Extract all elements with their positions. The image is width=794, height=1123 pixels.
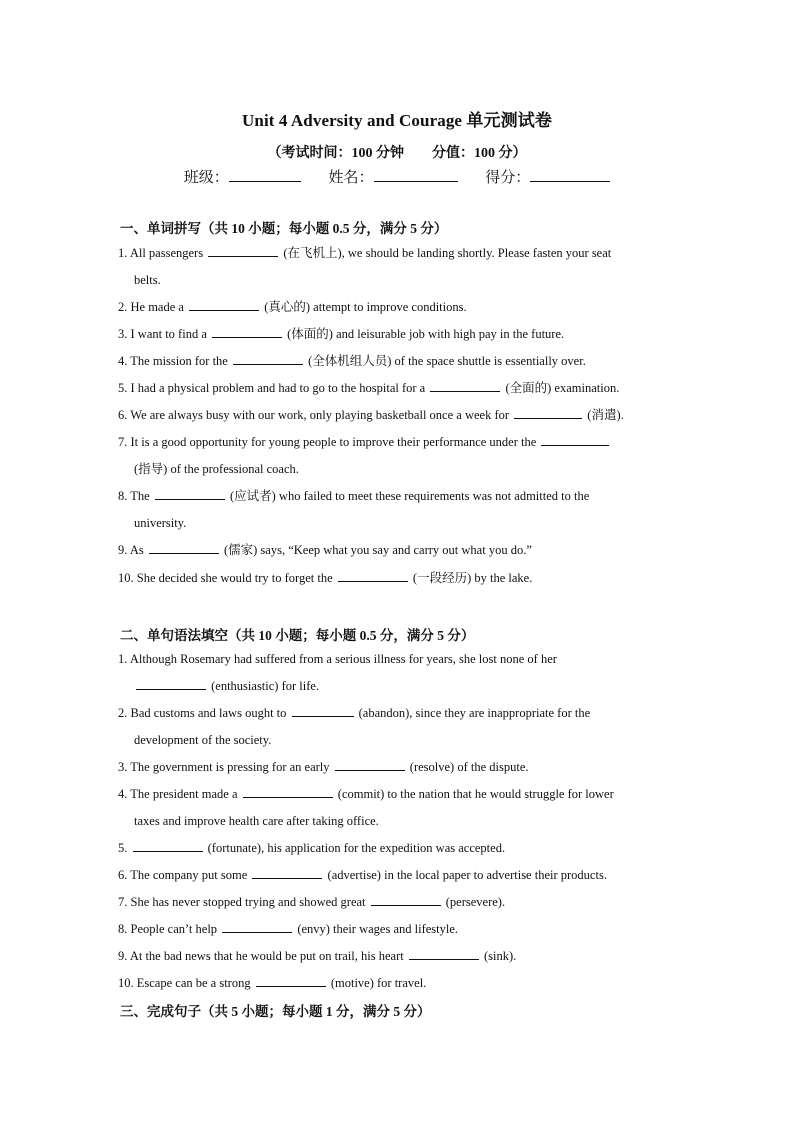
section-2-heading: 二、单句语法填空（共 10 小题；每小题 0.5 分，满分 5 分） <box>120 628 475 643</box>
item-number: 7. <box>118 435 128 449</box>
item-text: (儒家) says, “Keep what you say and carry out what you do.” <box>223 543 532 557</box>
score-blank[interactable] <box>530 167 610 182</box>
item-text: Bad customs and laws ought to <box>130 706 287 720</box>
item-number: 4. <box>118 354 128 368</box>
item-number: 6. <box>118 868 128 882</box>
item-number: 8. <box>118 489 128 503</box>
item-number: 5. <box>118 841 128 855</box>
item-text: He made a <box>130 300 184 314</box>
item-text: (消遣). <box>587 408 624 422</box>
section-1-heading: 一、单词拼写（共 10 小题；每小题 0.5 分，满分 5 分） <box>120 221 448 236</box>
item-text: taxes and improve health care after taking office. <box>134 814 379 828</box>
item-text: (enthusiastic) for life. <box>211 679 320 693</box>
answer-blank[interactable] <box>338 569 408 582</box>
item-text: (全体机组人员) of the space shuttle is essentially over. <box>308 354 586 368</box>
list-item <box>118 537 674 564</box>
item-text: I had a physical problem and had to go to the hospital for a <box>130 381 426 395</box>
item-number: 10. <box>118 976 134 990</box>
item-text: At the bad news that he would be put on trail, his heart <box>129 949 404 963</box>
list-item <box>118 429 674 483</box>
item-text: The company put some <box>130 868 248 882</box>
list-item <box>118 700 674 754</box>
list-item <box>118 916 674 943</box>
item-number: 2. <box>118 706 128 720</box>
answer-blank[interactable] <box>541 433 609 446</box>
item-text: The government is pressing for an early <box>130 760 330 774</box>
item-number: 1. <box>118 652 128 666</box>
item-text: (在飞机上), we should be landing shortly. Please fasten your seat <box>283 246 612 260</box>
score-label: 得分： <box>485 170 531 186</box>
name-blank[interactable] <box>374 167 458 182</box>
answer-blank[interactable] <box>409 947 479 960</box>
answer-blank[interactable] <box>133 839 203 852</box>
list-item <box>118 970 674 997</box>
answer-blank[interactable] <box>335 758 405 771</box>
answer-blank[interactable] <box>189 298 259 311</box>
item-text: She decided she would try to forget the <box>136 571 333 585</box>
item-text: (advertise) in the local paper to advertise their products. <box>327 868 607 882</box>
answer-blank[interactable] <box>212 325 282 338</box>
list-item <box>118 240 674 294</box>
name-field <box>328 166 457 187</box>
item-text: The <box>130 489 150 503</box>
list-item <box>118 348 674 375</box>
exam-total-score: 分值：100 分） <box>432 146 527 161</box>
list-item <box>118 781 674 835</box>
answer-blank[interactable] <box>256 974 326 987</box>
list-item <box>118 565 674 592</box>
item-text: (体面的) and leisurable job with high pay in the future. <box>287 327 565 341</box>
item-text: (sink). <box>483 949 517 963</box>
item-text: (envy) their wages and lifestyle. <box>297 922 459 936</box>
item-text: The mission for the <box>130 354 228 368</box>
item-text: (指导) of the professional coach. <box>134 462 299 476</box>
item-text: All passengers <box>129 246 204 260</box>
item-text: (fortunate), his application for the expedition was accepted. <box>207 841 506 855</box>
item-number: 6. <box>118 408 128 422</box>
item-number: 9. <box>118 949 128 963</box>
item-text: Escape can be a strong <box>136 976 251 990</box>
answer-blank[interactable] <box>149 541 219 554</box>
item-text: (应试者) who failed to meet these requirements was not admitted to the <box>229 489 590 503</box>
list-item <box>118 483 674 537</box>
item-number: 10. <box>118 571 134 585</box>
item-text: (全面的) examination. <box>505 381 620 395</box>
list-item <box>118 375 674 402</box>
list-item <box>118 321 674 348</box>
list-item <box>118 402 674 429</box>
student-info-row <box>0 166 794 187</box>
name-label: 姓名： <box>328 170 374 186</box>
answer-blank[interactable] <box>514 406 582 419</box>
item-number: 4. <box>118 787 128 801</box>
list-item <box>118 862 674 889</box>
item-text: (abandon), since they are inappropriate for the <box>358 706 591 720</box>
item-text: It is a good opportunity for young people to improve their performance under the <box>130 435 537 449</box>
item-text: The president made a <box>130 787 238 801</box>
item-text: I want to find a <box>130 327 207 341</box>
answer-blank[interactable] <box>155 487 225 500</box>
answer-blank[interactable] <box>222 920 292 933</box>
item-text: belts. <box>134 273 161 287</box>
item-text <box>118 673 674 700</box>
class-field <box>184 166 301 187</box>
answer-blank[interactable] <box>233 352 303 365</box>
list-item <box>118 943 674 970</box>
section-3-heading: 三、完成句子（共 5 小题；每小题 1 分，满分 5 分） <box>120 1004 431 1019</box>
item-number: 2. <box>118 300 128 314</box>
item-text: (commit) to the nation that he would struggle for lower <box>337 787 614 801</box>
list-item <box>118 754 674 781</box>
answer-blank[interactable] <box>430 379 500 392</box>
answer-blank[interactable] <box>243 785 333 798</box>
page-title: Unit 4 Adversity and Courage 单元测试卷 <box>242 111 552 130</box>
item-number: 5. <box>118 381 128 395</box>
item-text: (resolve) of the dispute. <box>409 760 529 774</box>
list-item <box>118 889 674 916</box>
list-item <box>118 294 674 321</box>
answer-blank[interactable] <box>252 866 322 879</box>
item-text: (真心的) attempt to improve conditions. <box>264 300 467 314</box>
item-text: She has never stopped trying and showed great <box>130 895 366 909</box>
score-field <box>485 166 610 187</box>
item-number: 3. <box>118 327 128 341</box>
item-text: development of the society. <box>134 733 272 747</box>
item-number: 9. <box>118 543 128 557</box>
item-text: We are always busy with our work, only playing basketball once a week for <box>130 408 510 422</box>
item-text: university. <box>134 516 187 530</box>
item-text: Although Rosemary had suffered from a serious illness for years, she lost none of her <box>129 652 557 666</box>
answer-blank[interactable] <box>136 677 206 690</box>
answer-blank[interactable] <box>371 893 441 906</box>
exam-meta <box>0 142 794 162</box>
list-item <box>118 835 674 862</box>
item-text: As <box>129 543 144 557</box>
class-blank[interactable] <box>229 167 301 182</box>
item-number: 7. <box>118 895 128 909</box>
item-number: 3. <box>118 760 128 774</box>
item-number: 1. <box>118 246 128 260</box>
item-text: People can’t help <box>130 922 218 936</box>
answer-blank[interactable] <box>208 244 278 257</box>
list-item <box>118 646 674 700</box>
exam-time: （考试时间：100 分钟 <box>267 146 404 161</box>
item-text: (persevere). <box>445 895 506 909</box>
item-number: 8. <box>118 922 128 936</box>
item-text: (一段经历) by the lake. <box>412 571 533 585</box>
answer-blank[interactable] <box>292 704 354 717</box>
item-text: (motive) for travel. <box>330 976 427 990</box>
class-label: 班级： <box>183 170 229 186</box>
